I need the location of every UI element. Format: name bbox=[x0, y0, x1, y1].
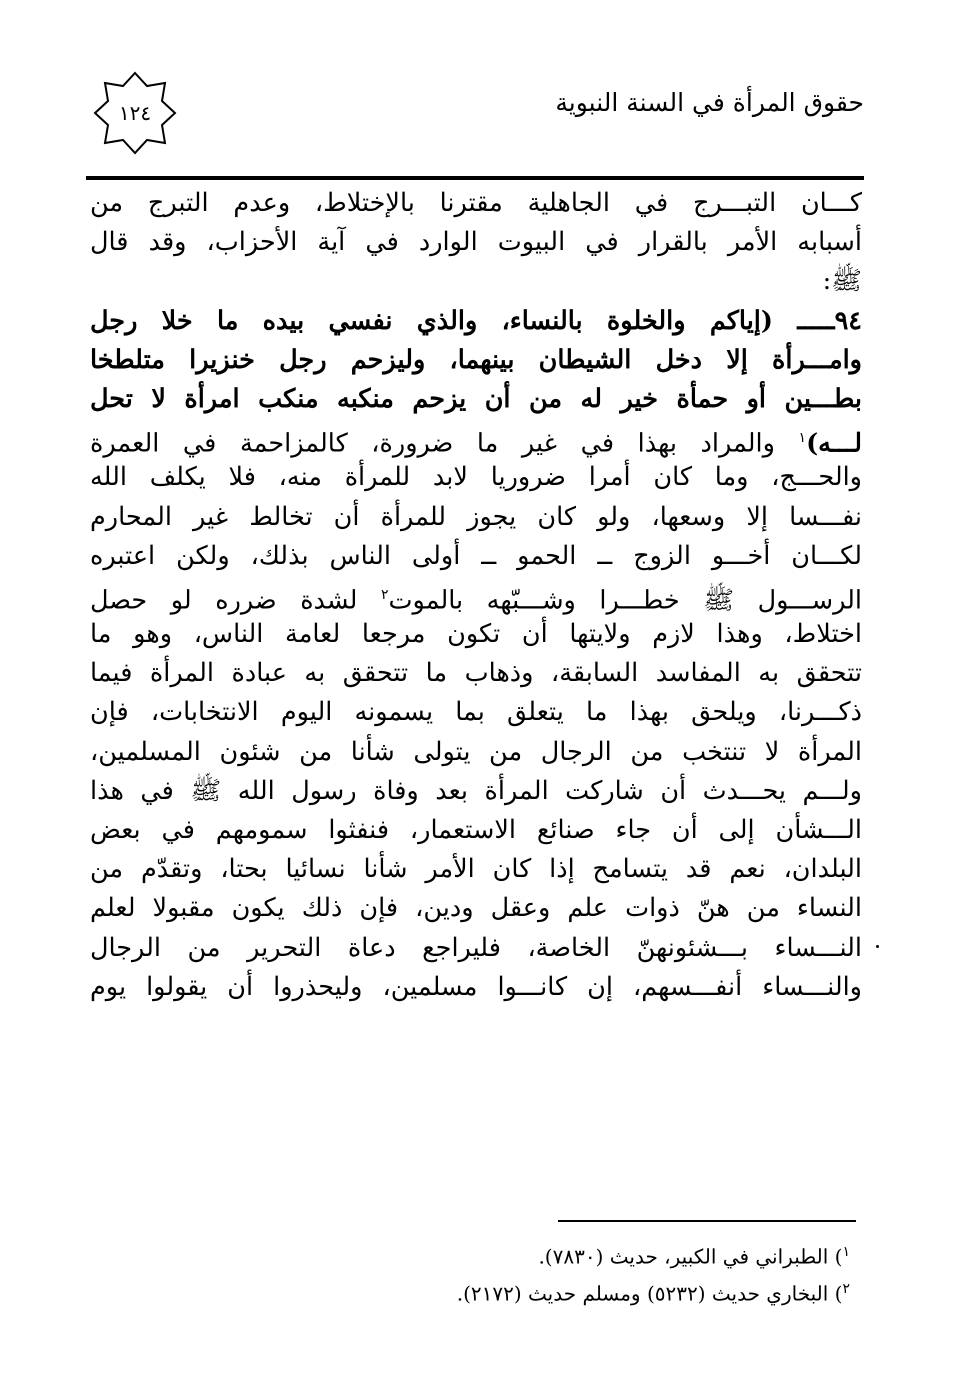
text-line-with-footnote bbox=[90, 576, 862, 615]
footnote-number: ١ bbox=[842, 1244, 850, 1260]
text-line: ﷺ: bbox=[822, 266, 862, 297]
text-line: والحـــج، وما كان أمرا ضروريا لابد للمرأة منه، فلا يكلف الله bbox=[90, 462, 862, 493]
text-line: نفـــسا إلا وسعها، ولو كان يجوز للمرأة أن تخالط غير المحارم bbox=[90, 501, 862, 532]
text-line: كـــان التبـــرج في الجاهلية مقترنا بالإختلاط، وعدم التبرج من bbox=[90, 188, 862, 218]
footnote bbox=[350, 1273, 850, 1310]
text-line: اختلاط، وهذا لازم ولايتها أن تكون مرجعا لعامة الناس، وهو ما bbox=[90, 619, 862, 650]
footnote-text: ) البخاري حديث (٥٢٣٢) ومسلم حديث (٢١٧٢). bbox=[456, 1281, 843, 1306]
text-line-start: الرســـول ﷺ خطـــرا وشـــبّهه بالموت bbox=[388, 585, 862, 616]
body-text bbox=[90, 184, 862, 1007]
text-line-rest: والمراد بهذا في غير ما ضرورة، كالمزاحمة في العمرة bbox=[90, 428, 799, 459]
page-number: ١٢٤ bbox=[118, 101, 152, 125]
footnote-text: ) الطبراني في الكبير، حديث (٧٨٣٠). bbox=[538, 1244, 843, 1269]
page-number-badge bbox=[92, 70, 178, 156]
scan-speck bbox=[876, 945, 879, 948]
footnote-number: ٢ bbox=[842, 1280, 850, 1297]
running-title: حقوق المرأة في السنة النبوية bbox=[555, 88, 864, 117]
footnotes bbox=[350, 1236, 850, 1309]
text-line: أسبابه الأمر بالقرار في البيوت الوارد في آية الأحزاب، وقد قال bbox=[90, 227, 862, 258]
text-line-with-footnote bbox=[90, 419, 862, 458]
hadith-line: بطـــين أو حمأة خير له من أن يزحم منكبه منكب امرأة لا تحل bbox=[90, 383, 862, 414]
text-line: والنـــساء أنفـــسهم، إن كانـــوا مسلمين، وليحذروا أن يقولوا يوم bbox=[90, 971, 862, 1002]
header-rule bbox=[86, 176, 864, 180]
footnote-marker: ١ bbox=[798, 430, 807, 447]
text-line: البلدان، نعم قد يتسامح إذا كان الأمر شأنا نسائيا بحتا، وتقدّم من bbox=[90, 854, 862, 885]
hadith-line: ٩٤ـــــ (إياكم والخلوة بالنساء، والذي نفسي بيده ما خلا رجل bbox=[90, 305, 862, 336]
footnote-marker: ٢ bbox=[381, 586, 389, 603]
text-line: الـــشأن إلى أن جاء صنائع الاستعمار، فنفثوا سمومهم في بعض bbox=[90, 815, 862, 845]
text-line: ذكـــرنا، ويلحق بهذا ما يتعلق بما يسمونه اليوم الانتخابات، فإن bbox=[90, 697, 862, 728]
text-line: ولـــم يحـــدث أن شاركت المرأة بعد وفاة رسول الله ﷺ في هذا bbox=[90, 775, 862, 806]
page-header bbox=[86, 70, 864, 180]
footnote bbox=[350, 1236, 850, 1273]
text-line: لكـــان أخـــو الزوج ــ الحمو ــ أولى الناس بذلك، ولكن اعتبره bbox=[90, 540, 862, 571]
hadith-line: وامـــرأة إلا دخل الشيطان بينهما، وليزحم رجل خنزيرا متلطخا bbox=[90, 344, 862, 375]
text-line: النـــساء بـــشئونهنّ الخاصة، فليراجع دعاة التحرير من الرجال bbox=[90, 932, 862, 963]
hadith-end: لـــه) bbox=[806, 428, 862, 459]
footnote-rule bbox=[558, 1220, 856, 1222]
text-line: المرأة لا تنتخب من الرجال من يتولى شأنا من شئون المسلمين، bbox=[90, 736, 862, 767]
text-line-rest: لشدة ضرره لو حصل bbox=[90, 585, 382, 616]
text-line: النساء من هنّ ذوات علم وعقل ودين، فإن ذلك يكون مقبولا لعلم bbox=[90, 893, 862, 924]
text-line: تتحقق به المفاسد السابقة، وذهاب ما تتحقق به عبادة المرأة فيما bbox=[90, 658, 862, 689]
